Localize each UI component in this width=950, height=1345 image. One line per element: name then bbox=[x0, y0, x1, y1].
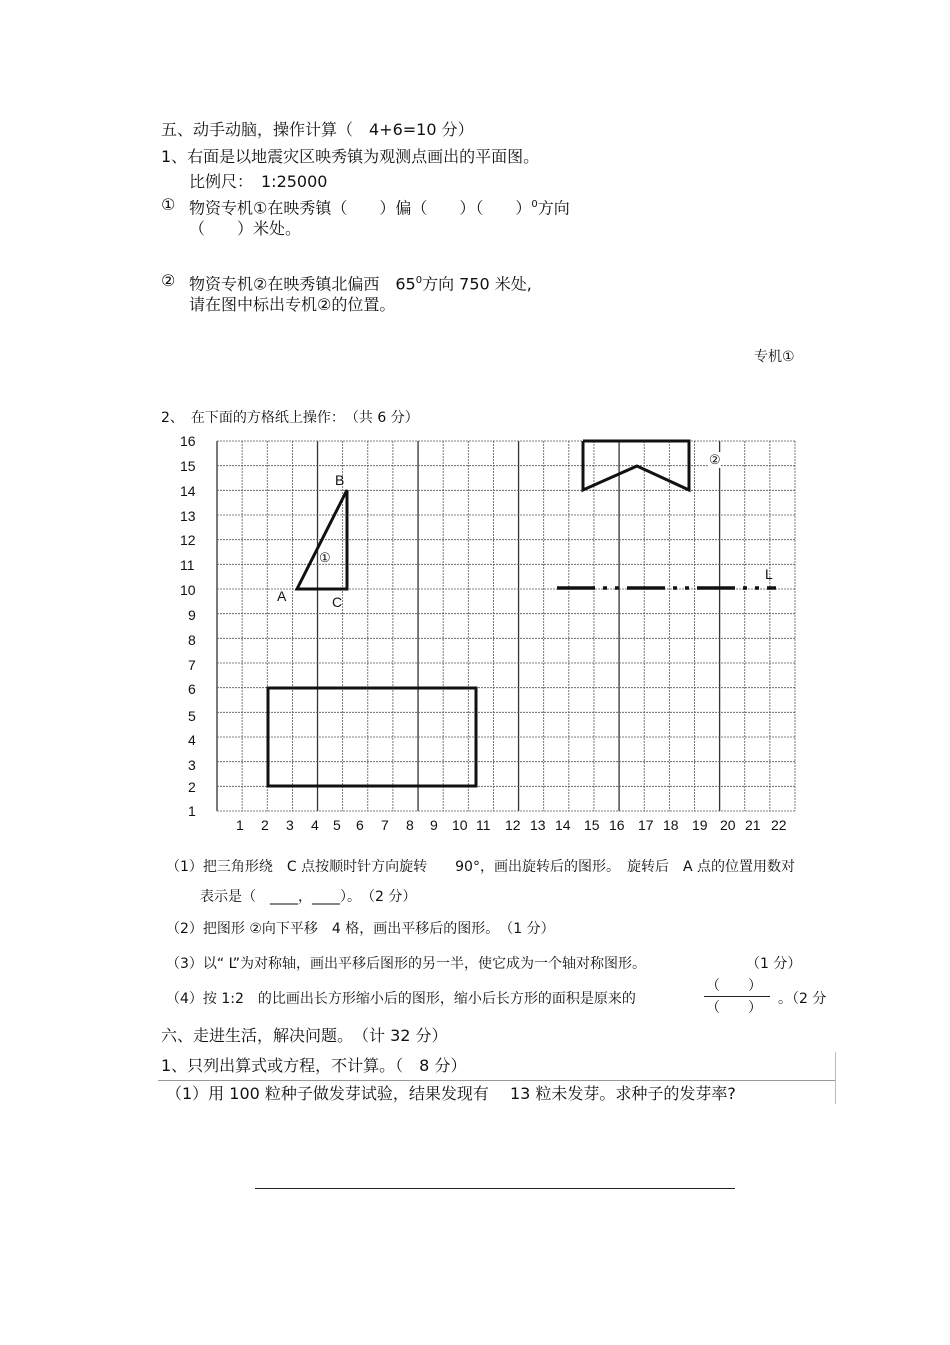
degree-sup-2: 0 bbox=[415, 275, 423, 286]
table-right-border bbox=[835, 1052, 836, 1104]
x-tick-label: 18 bbox=[663, 817, 679, 833]
x-tick-label: 6 bbox=[356, 817, 364, 833]
q1-sub2-marker: ② bbox=[161, 271, 176, 290]
q1-sub1-text-b: 方向 bbox=[537, 198, 570, 218]
x-tick-label: 20 bbox=[720, 817, 736, 833]
y-tick-label: 10 bbox=[180, 582, 196, 598]
q2-item2: （2）把图形 ②向下平移 4 格，画出平移后的图形。 （1 分） bbox=[166, 921, 555, 937]
y-tick-label: 14 bbox=[180, 483, 196, 499]
x-tick-label: 3 bbox=[286, 817, 294, 833]
x-tick-label: 19 bbox=[692, 817, 708, 833]
x-tick-label: 11 bbox=[476, 817, 491, 833]
q2-item3-score: （1 分） bbox=[746, 956, 802, 972]
q2-item3: （3）以“ L”为对称轴，画出平移后图形的另一半，使它成为一个轴对称图形。 bbox=[166, 956, 646, 972]
y-tick-label: 1 bbox=[188, 803, 196, 819]
fraction-denominator: （ ） bbox=[706, 1000, 762, 1016]
y-tick-label: 6 bbox=[188, 681, 196, 697]
x-tick-label: 7 bbox=[381, 817, 389, 833]
degree-sup-1: 0 bbox=[531, 199, 538, 210]
y-tick-label: 16 bbox=[180, 433, 196, 449]
y-tick-label: 9 bbox=[188, 607, 196, 623]
q1-sub1-line2: （ ）米处。 bbox=[189, 219, 302, 238]
x-tick-label: 12 bbox=[505, 817, 521, 833]
y-tick-label: 7 bbox=[188, 657, 196, 673]
q1-sub2-text-b: 方向 750 米处, bbox=[422, 274, 532, 294]
q2-item1-line1: （1）把三角形绕 C 点按顺时针方向旋转 90°，画出旋转后的图形。 旋转后 A 点的位置用数对 bbox=[166, 859, 795, 875]
shape1-label: ① bbox=[319, 550, 331, 565]
x-tick-label: 17 bbox=[638, 817, 654, 833]
x-tick-label: 22 bbox=[771, 817, 787, 833]
x-tick-label: 10 bbox=[452, 817, 468, 833]
q1-sub1-text-a: 物资专机①在映秀镇（ ）偏（ ）（ ） bbox=[189, 198, 532, 218]
plane1-label: 专机① bbox=[754, 349, 795, 365]
shape2-label: ② bbox=[709, 452, 721, 467]
x-tick-label: 21 bbox=[745, 817, 761, 833]
y-tick-label: 11 bbox=[180, 557, 195, 573]
section5-title: 五、动手动脑，操作计算（ 4+6=10 分） bbox=[161, 120, 474, 139]
x-tick-label: 8 bbox=[406, 817, 414, 833]
table-divider-top bbox=[158, 1080, 836, 1081]
x-tick-label: 4 bbox=[311, 817, 319, 833]
point-c-label: C bbox=[332, 594, 343, 610]
point-b-label: B bbox=[335, 472, 345, 488]
answer-line bbox=[255, 1188, 735, 1189]
point-a-label: A bbox=[277, 588, 287, 604]
y-tick-label: 12 bbox=[180, 532, 196, 548]
x-tick-label: 2 bbox=[261, 817, 269, 833]
x-tick-label: 1 bbox=[236, 817, 244, 833]
section6-q1-title: 1、只列出算式或方程，不计算。（ 8 分） bbox=[161, 1056, 467, 1075]
q1-scale: 比例尺： 1:25000 bbox=[189, 172, 328, 191]
grid-lines bbox=[217, 441, 795, 811]
x-tick-label: 13 bbox=[530, 817, 546, 833]
x-tick-label: 15 bbox=[584, 817, 600, 833]
q2-title: 2、 在下面的方格纸上操作： （共 6 分） bbox=[161, 410, 419, 426]
q2-item4: （4）按 1:2 的比画出长方形缩小后的图形，缩小后长方形的面积是原来的 bbox=[166, 991, 636, 1007]
point-l-label: L bbox=[765, 566, 773, 582]
q1-sub2-line2: 请在图中标出专机②的位置。 bbox=[189, 295, 396, 314]
x-tick-label: 14 bbox=[555, 817, 571, 833]
y-tick-label: 2 bbox=[188, 779, 196, 795]
q2-item1-line2: 表示是（ ____，____）。 （2 分） bbox=[200, 889, 417, 905]
q2-item4-score: 。（2 分 bbox=[778, 991, 827, 1007]
y-tick-label: 13 bbox=[180, 508, 196, 524]
y-tick-label: 3 bbox=[188, 757, 196, 773]
q1-line1: 1、右面是以地震灾区映秀镇为观测点画出的平面图。 bbox=[161, 147, 540, 166]
y-tick-label: 8 bbox=[188, 632, 196, 648]
x-tick-label: 5 bbox=[333, 817, 341, 833]
q1-sub1-marker: ① bbox=[161, 195, 176, 214]
y-tick-label: 5 bbox=[188, 708, 196, 724]
y-tick-label: 15 bbox=[180, 458, 196, 474]
section6-title: 六、走进生活，解决问题。 （计 32 分） bbox=[161, 1026, 448, 1045]
x-tick-label: 16 bbox=[609, 817, 625, 833]
section6-q1-item1: （1）用 100 粒种子做发芽试验，结果发现有 13 粒未发芽。求种子的发芽率? bbox=[166, 1084, 736, 1103]
x-tick-label: 9 bbox=[430, 817, 438, 833]
fraction-bar bbox=[704, 996, 770, 997]
fraction-numerator: （ ） bbox=[706, 978, 762, 994]
y-tick-label: 4 bbox=[188, 732, 196, 748]
q1-sub2-text-a: 物资专机②在映秀镇北偏西 65 bbox=[189, 274, 416, 294]
